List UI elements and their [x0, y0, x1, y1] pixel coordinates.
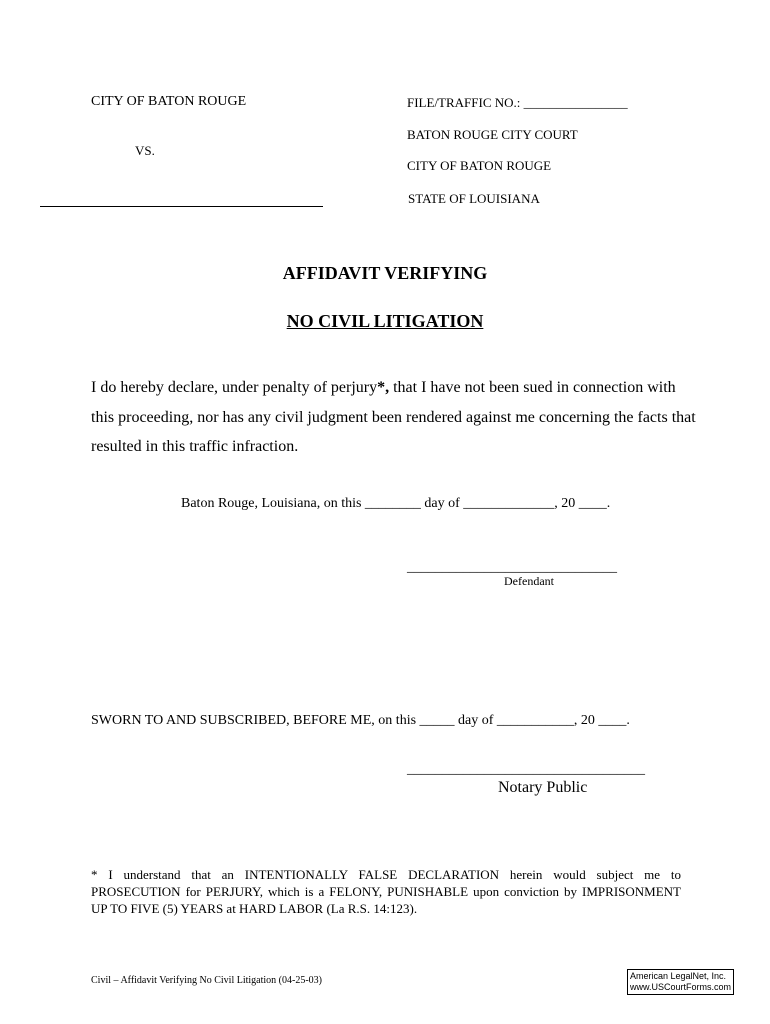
city-name: CITY OF BATON ROUGE	[407, 158, 552, 173]
document-title-line2	[0, 311, 770, 332]
plaintiff-name: CITY OF BATON ROUGE	[91, 94, 247, 109]
dated-line[interactable]: Baton Rouge, Louisiana, on this ________ day of _____________, 20 ____.	[181, 496, 611, 511]
state-name: STATE OF LOUISIANA	[408, 191, 540, 206]
publisher-logo	[627, 969, 734, 995]
file-number-field[interactable]: FILE/TRAFFIC NO.: ________________	[407, 95, 628, 110]
document-title-line2-text: NO CIVIL LITIGATION	[286, 311, 484, 331]
defendant-signature-line[interactable]: ______________________________	[407, 560, 617, 575]
versus-label: VS.	[135, 143, 155, 158]
form-identifier: Civil – Affidavit Verifying No Civil Litigation (04-25-03)	[91, 975, 323, 986]
declaration-text-end: that I have not been sued in connection with this proceeding, nor has any civil judgment been rendered against me concerning the facts that resulted in this traffic infraction.	[91, 379, 696, 455]
document-title-line1: AFFIDAVIT VERIFYING	[282, 263, 488, 283]
sworn-line[interactable]: SWORN TO AND SUBSCRIBED, BEFORE ME, on this _____ day of ___________, 20 ____.	[91, 713, 630, 728]
defendant-name-line[interactable]	[40, 206, 323, 207]
declaration-paragraph	[91, 373, 701, 462]
footnote: * I understand that an INTENTIONALLY FALSE DECLARATION herein would subject me to PROSECUTION for PERJURY, which is a FELONY, PUNISHABLE upon conviction by IMPRISONMENT UP TO FIVE (5) YEARS at HARD LABOR (La R.S. 14:123).	[91, 867, 681, 916]
publisher-name: American LegalNet, Inc.	[630, 971, 727, 981]
footnote-marker: *,	[377, 379, 390, 396]
notary-label: Notary Public	[498, 779, 588, 796]
court-name: BATON ROUGE CITY COURT	[407, 127, 578, 142]
declaration-text-start: I do hereby declare, under penalty of perjury	[91, 379, 378, 396]
notary-signature-line[interactable]: __________________________________	[407, 762, 645, 777]
defendant-label: Defendant	[504, 574, 554, 588]
publisher-url[interactable]: www.USCourtForms.com	[630, 982, 732, 992]
